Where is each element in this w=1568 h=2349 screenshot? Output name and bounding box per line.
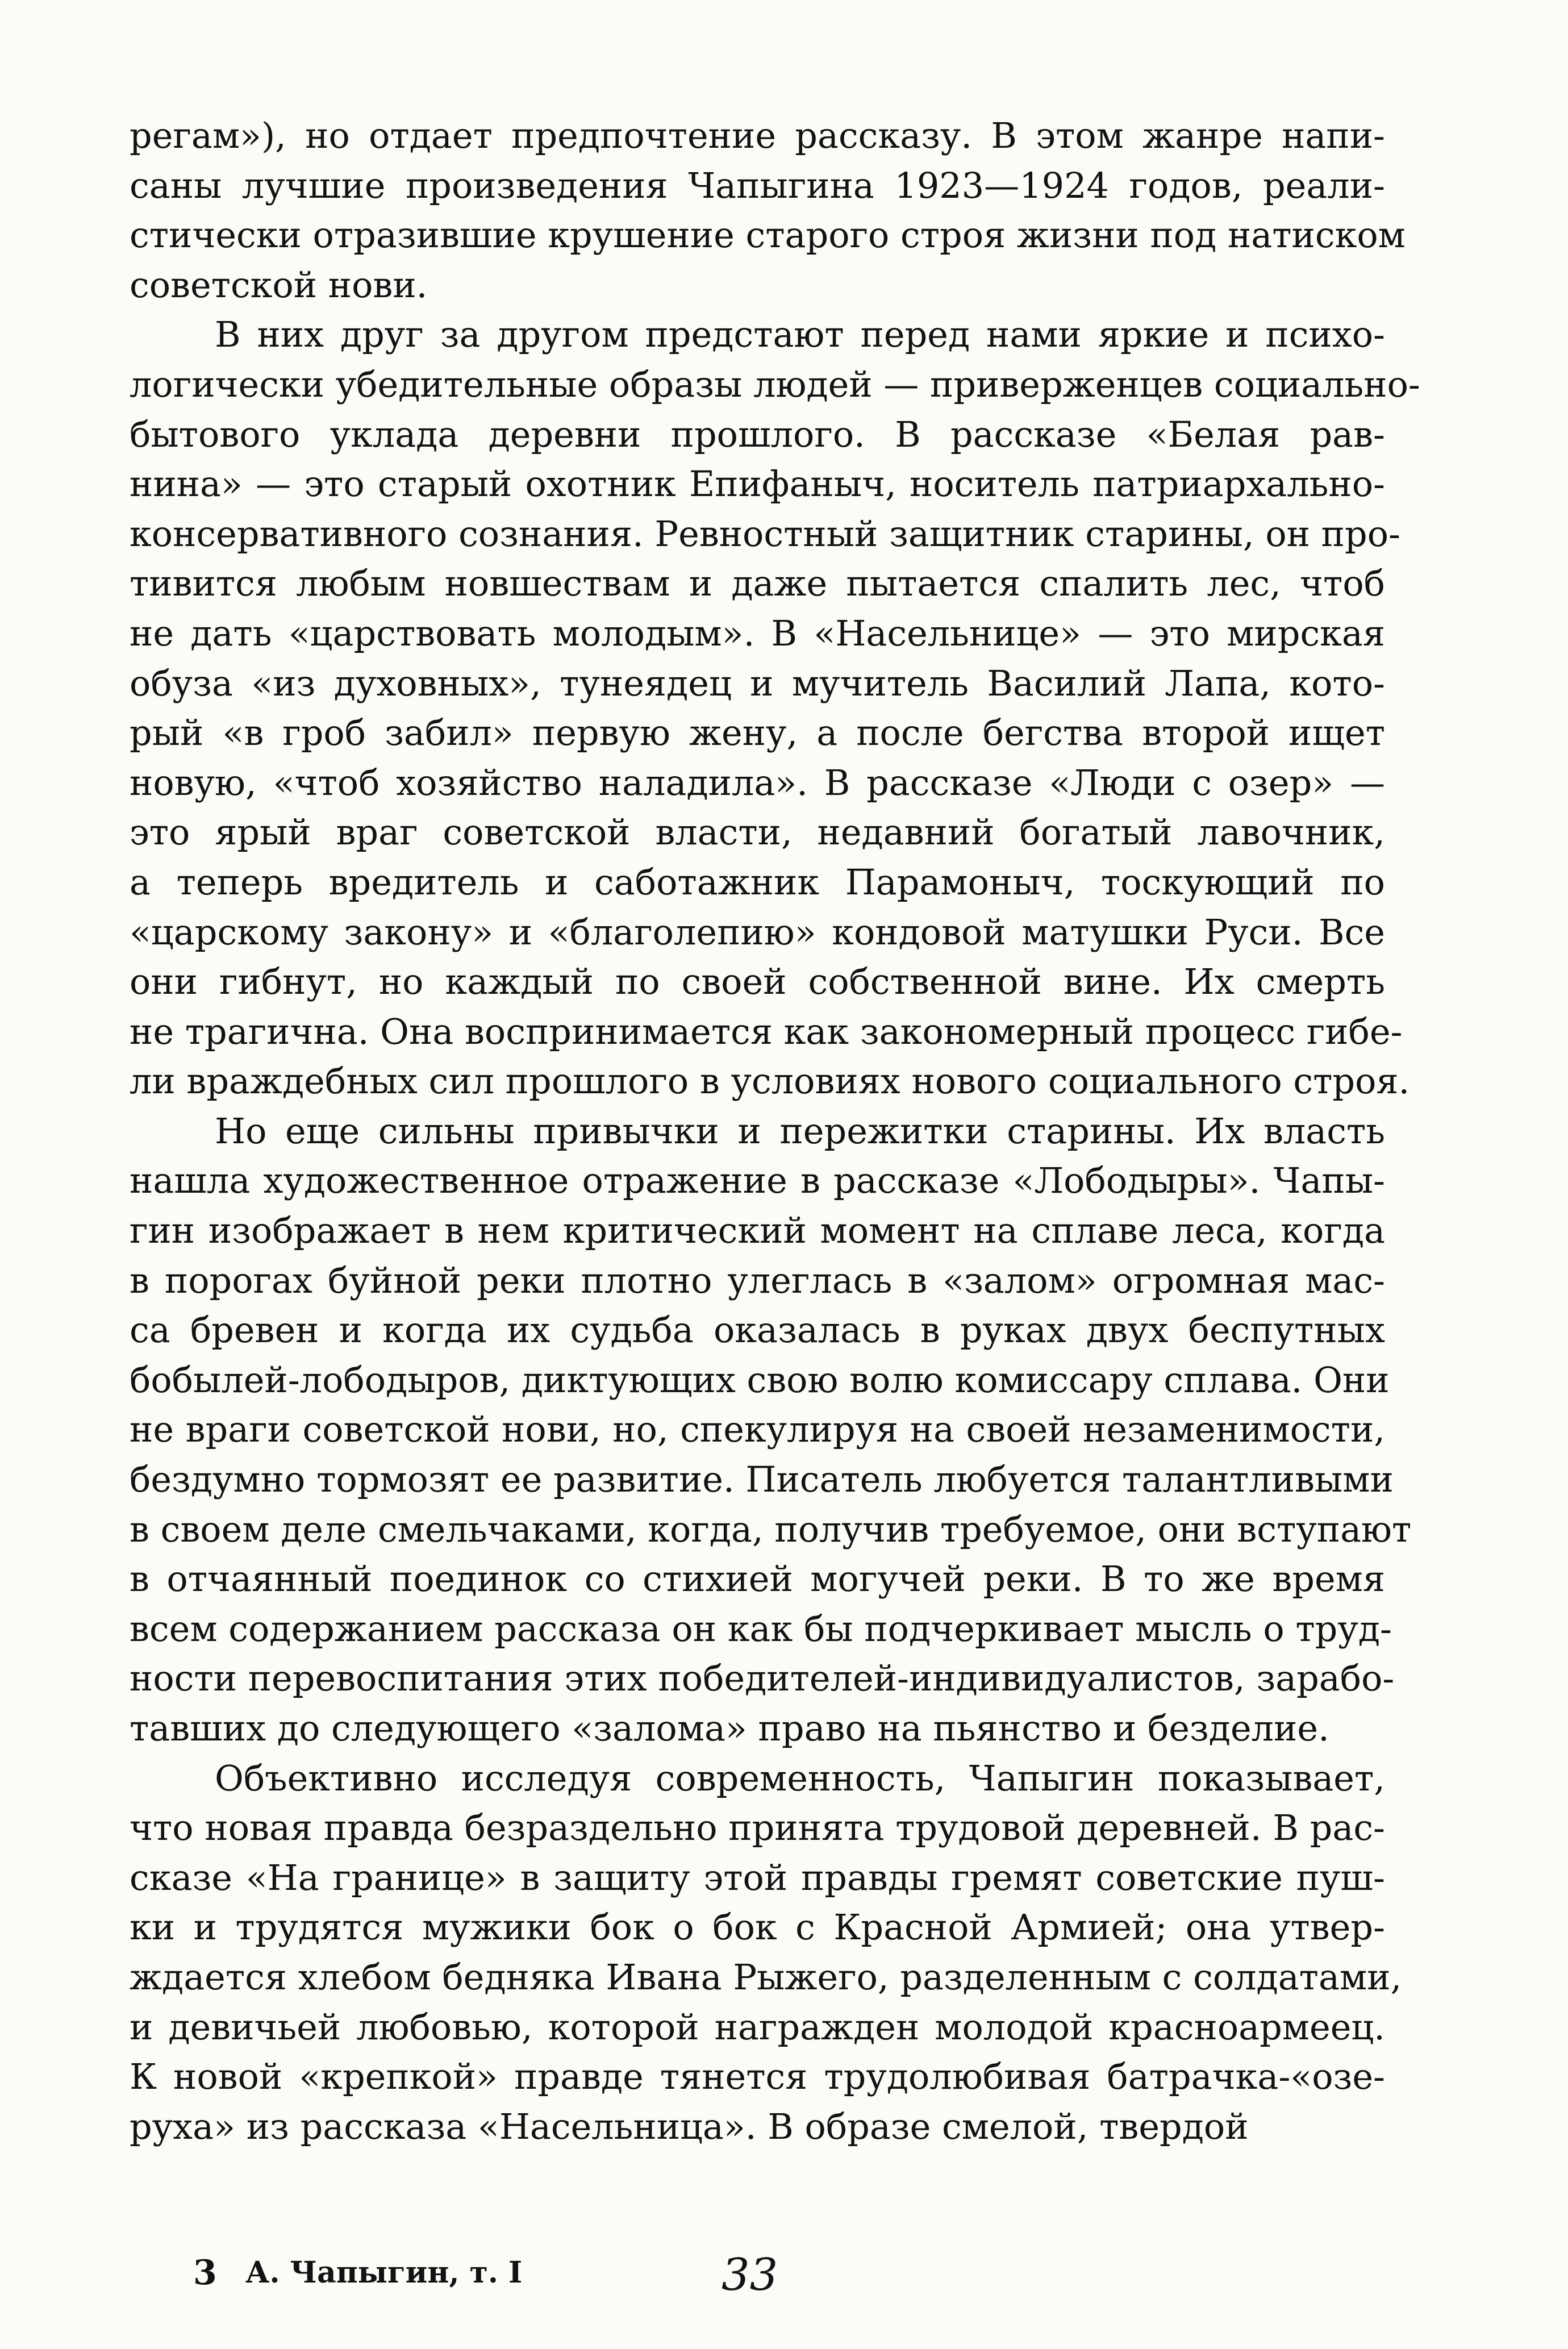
- text-line: ждается хлебом бедняка Ивана Рыжего, разделенным с солдатами,: [130, 1956, 1402, 1998]
- text-line: в отчаянный поединок со стихией могучей реки. В то же время: [130, 1558, 1385, 1600]
- text-line: не враги советской нови, но, спекулируя на своей незаменимости,: [130, 1409, 1385, 1451]
- text-line: что новая правда безраздельно принята трудовой деревней. В рас-: [130, 1807, 1385, 1849]
- text-line: са бревен и когда их судьба оказалась в руках двух беспутных: [130, 1309, 1385, 1351]
- text-line: не дать «царствовать молодым». В «Насельнице» — это мирская: [130, 612, 1385, 654]
- text-line: всем содержанием рассказа он как бы подчеркивает мысль о труд-: [130, 1607, 1392, 1650]
- paragraph: [130, 310, 1420, 1106]
- text-line: бездумно тормозят ее развитие. Писатель любуется талантливыми: [130, 1459, 1394, 1501]
- text-line: ли враждебных сил прошлого в условиях нового социального строя.: [130, 1060, 1410, 1102]
- paragraph: [130, 1754, 1402, 2152]
- page-number: 33: [722, 2250, 778, 2301]
- text-line: логически убедительные образы людей — приверженцев социально-: [130, 363, 1420, 405]
- text-line: К новой «крепкой» правде тянется трудолюбивая батрачка-«озе-: [130, 2056, 1385, 2098]
- body-text: [130, 111, 1420, 2151]
- text-line: не трагична. Она воспринимается как закономерный процесс гибе-: [130, 1010, 1403, 1052]
- text-line: руха» из рассказа «Насельница». В образе смелой, твердой: [130, 2105, 1249, 2147]
- text-line: ки и трудятся мужики бок о бок с Красной Армией; она утвер-: [130, 1906, 1385, 1948]
- text-line: Но еще сильны привычки и пережитки старины. Их власть: [215, 1110, 1385, 1152]
- text-line: консервативного сознания. Ревностный защитник старины, он про-: [130, 513, 1400, 555]
- text-line: и девичьей любовью, которой награжден молодой красноармеец.: [130, 2006, 1385, 2048]
- text-line: они гибнут, но каждый по своей собственной вине. Их смерть: [130, 961, 1385, 1003]
- text-line: бытового уклада деревни прошлого. В рассказе «Белая рав-: [130, 413, 1385, 455]
- text-line: советской нови.: [130, 264, 428, 306]
- text-line: Объективно исследуя современность, Чапыгин показывает,: [215, 1757, 1385, 1799]
- text-line: сказе «На границе» в защиту этой правды гремят советские пуш-: [130, 1856, 1385, 1898]
- text-line: это ярый враг советской власти, недавний богатый лавочник,: [130, 811, 1385, 853]
- text-line: саны лучшие произведения Чапыгина 1923—1924 годов, реали-: [130, 164, 1385, 206]
- text-line: регам»), но отдает предпочтение рассказу. В этом жанре напи-: [130, 115, 1385, 156]
- text-line: новую, «чтоб хозяйство наладила». В рассказе «Люди с озер» —: [130, 761, 1385, 803]
- text-line: в порогах буйной реки плотно улеглась в «залом» огромная мас-: [130, 1259, 1385, 1301]
- author-volume-note: А. Чапыгин, т. I: [245, 2255, 523, 2290]
- paragraph: [130, 111, 1406, 310]
- text-line: гин изображает в нем критический момент на сплаве леса, когда: [130, 1210, 1385, 1252]
- text-line: тивится любым новшествам и даже пытается спалить лес, чтоб: [130, 563, 1385, 605]
- text-line: «царскому закону» и «благолепию» кондовой матушки Руси. Все: [130, 911, 1385, 953]
- text-line: бобылей-лободыров, диктующих свою волю комиссару сплава. Они: [130, 1359, 1390, 1401]
- text-line: рый «в гроб забил» первую жену, а после бегства второй ищет: [130, 712, 1385, 754]
- text-line: а теперь вредитель и саботажник Парамоныч, тоскующий по: [130, 861, 1385, 903]
- text-line: ности перевоспитания этих победителей-индивидуалистов, зарабо-: [130, 1657, 1395, 1700]
- page-footer: [0, 2250, 1568, 2304]
- signature-mark: 3: [193, 2253, 217, 2293]
- text-line: тавших до следующего «залома» право на пьянство и безделие.: [130, 1707, 1329, 1749]
- text-line: нашла художественное отражение в рассказе «Лободыры». Чапы-: [130, 1160, 1385, 1202]
- text-line: в своем деле смельчаками, когда, получив требуемое, они вступают: [130, 1508, 1412, 1550]
- text-line: обуза «из духовных», тунеядец и мучитель Василий Лапа, кото-: [130, 662, 1385, 704]
- text-line: стически отразившие крушение старого строя жизни под натиском: [130, 214, 1406, 256]
- text-line: нина» — это старый охотник Епифаныч, носитель патриархально-: [130, 463, 1385, 505]
- text-line: В них друг за другом предстают перед нами яркие и психо-: [215, 314, 1385, 356]
- paragraph: [130, 1106, 1412, 1754]
